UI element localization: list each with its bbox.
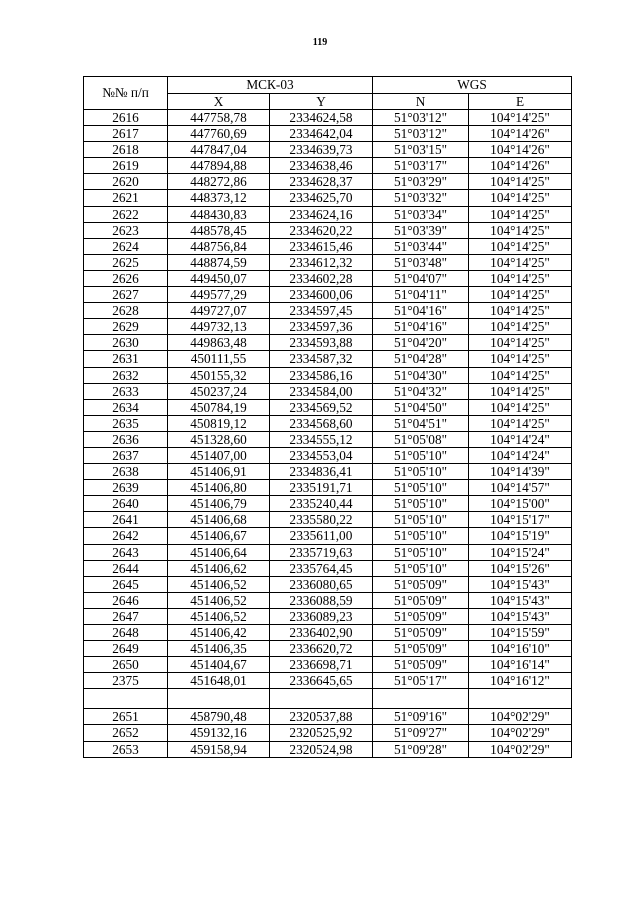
cell-point-number: 2653 [84, 741, 168, 757]
cell-n: 51°03'48" [373, 254, 469, 270]
cell-x: 451406,68 [168, 512, 270, 528]
cell-e: 104°15'17" [469, 512, 572, 528]
header-n: N [373, 93, 469, 110]
cell-n: 51°04'07" [373, 270, 469, 286]
cell-e: 104°02'29" [469, 709, 572, 725]
cell-x: 448874,59 [168, 254, 270, 270]
cell-n: 51°05'10" [373, 512, 469, 528]
table-row [84, 206, 572, 222]
table-row [84, 576, 572, 592]
cell-n: 51°03'17" [373, 158, 469, 174]
cell-n: 51°03'12" [373, 110, 469, 126]
cell-point-number: 2621 [84, 190, 168, 206]
table-row [84, 431, 572, 447]
table-row [84, 110, 572, 126]
cell-x: 450111,55 [168, 351, 270, 367]
cell-x: 451406,91 [168, 464, 270, 480]
header-point-number: №№ п/п [84, 77, 168, 110]
header-e: E [469, 93, 572, 110]
table-row [84, 367, 572, 383]
cell-point-number: 2647 [84, 608, 168, 624]
cell-y: 2334628,37 [270, 174, 373, 190]
cell-point-number: 2639 [84, 480, 168, 496]
cell-y: 2334612,32 [270, 254, 373, 270]
cell-y: 2336620,72 [270, 641, 373, 657]
table-row [84, 254, 572, 270]
cell-point-number: 2641 [84, 512, 168, 528]
table-row [84, 335, 572, 351]
table-row [84, 238, 572, 254]
table-row [84, 657, 572, 673]
cell-x: 448756,84 [168, 238, 270, 254]
table-row [84, 142, 572, 158]
cell-e: 104°15'26" [469, 560, 572, 576]
cell-x: 449732,13 [168, 319, 270, 335]
cell-x: 447758,78 [168, 110, 270, 126]
cell-n: 51°04'16" [373, 303, 469, 319]
header-wgs: WGS [373, 77, 572, 94]
cell-y: 2336645,65 [270, 673, 373, 689]
cell-n: 51°05'09" [373, 657, 469, 673]
cell-y: 2336402,90 [270, 625, 373, 641]
cell-n: 51°03'29" [373, 174, 469, 190]
cell-point-number: 2651 [84, 709, 168, 725]
cell-point-number: 2633 [84, 383, 168, 399]
cell-x: 447894,88 [168, 158, 270, 174]
cell-y: 2334642,04 [270, 126, 373, 142]
cell-x: 459132,16 [168, 725, 270, 741]
cell-n: 51°03'12" [373, 126, 469, 142]
table-row [84, 560, 572, 576]
cell-y: 2334600,06 [270, 287, 373, 303]
cell-y: 2336088,59 [270, 592, 373, 608]
cell-n: 51°03'32" [373, 190, 469, 206]
cell-n: 51°05'10" [373, 447, 469, 463]
cell-point-number: 2620 [84, 174, 168, 190]
cell-x: 449727,07 [168, 303, 270, 319]
cell-n: 51°03'34" [373, 206, 469, 222]
cell-e: 104°14'25" [469, 206, 572, 222]
cell-n: 51°05'09" [373, 592, 469, 608]
cell-e: 104°14'26" [469, 126, 572, 142]
table-row [84, 496, 572, 512]
cell-n: 51°05'09" [373, 576, 469, 592]
cell-n: 51°05'09" [373, 625, 469, 641]
table-row [84, 592, 572, 608]
cell-n: 51°04'51" [373, 415, 469, 431]
cell-point-number: 2645 [84, 576, 168, 592]
cell-n: 51°05'10" [373, 464, 469, 480]
cell-x: 451406,35 [168, 641, 270, 657]
cell-x: 448430,83 [168, 206, 270, 222]
page-number: 119 [312, 37, 328, 48]
cell-y: 2320537,88 [270, 709, 373, 725]
cell-x: 451328,60 [168, 431, 270, 447]
cell-point-number: 2616 [84, 110, 168, 126]
cell-n: 51°09'28" [373, 741, 469, 757]
cell-y: 2334593,88 [270, 335, 373, 351]
cell-n: 51°05'10" [373, 544, 469, 560]
cell-point-number: 2652 [84, 725, 168, 741]
cell-y: 2320524,98 [270, 741, 373, 757]
cell-e: 104°02'29" [469, 725, 572, 741]
cell-e: 104°14'39" [469, 464, 572, 480]
cell-e: 104°02'29" [469, 741, 572, 757]
cell-y: 2334624,58 [270, 110, 373, 126]
cell-n: 51°03'44" [373, 238, 469, 254]
cell-y: 2335719,63 [270, 544, 373, 560]
table-row [84, 725, 572, 741]
cell-y: 2334638,46 [270, 158, 373, 174]
cell-n: 51°05'09" [373, 608, 469, 624]
table-row [84, 126, 572, 142]
table-row [84, 174, 572, 190]
table-row [84, 399, 572, 415]
cell-x: 451406,52 [168, 608, 270, 624]
cell-e: 104°15'43" [469, 576, 572, 592]
header-x: X [168, 93, 270, 110]
cell-e: 104°14'25" [469, 319, 572, 335]
cell-y: 2334624,16 [270, 206, 373, 222]
cell-x: 451406,79 [168, 496, 270, 512]
cell-n: 51°05'10" [373, 496, 469, 512]
table-row [84, 512, 572, 528]
cell-x: 450819,12 [168, 415, 270, 431]
cell-y: 2334625,70 [270, 190, 373, 206]
cell-y: 2334597,45 [270, 303, 373, 319]
cell-n: 51°04'32" [373, 383, 469, 399]
cell-e: 104°14'24" [469, 447, 572, 463]
cell-point-number: 2617 [84, 126, 168, 142]
cell-y: 2335240,44 [270, 496, 373, 512]
cell-e: 104°14'25" [469, 303, 572, 319]
table-row [84, 673, 572, 689]
table-row [84, 222, 572, 238]
cell-e: 104°14'25" [469, 174, 572, 190]
cell-e: 104°15'59" [469, 625, 572, 641]
cell-x: 449450,07 [168, 270, 270, 286]
cell-e: 104°14'26" [469, 158, 572, 174]
cell-e: 104°14'25" [469, 335, 572, 351]
cell-point-number: 2622 [84, 206, 168, 222]
table-row [84, 287, 572, 303]
cell-y: 2334586,16 [270, 367, 373, 383]
table-row [84, 544, 572, 560]
cell-e: 104°16'10" [469, 641, 572, 657]
table-row [84, 190, 572, 206]
cell-x: 451406,52 [168, 576, 270, 592]
cell-point-number: 2375 [84, 673, 168, 689]
cell-x: 450237,24 [168, 383, 270, 399]
cell-e: 104°15'00" [469, 496, 572, 512]
cell-e: 104°16'14" [469, 657, 572, 673]
cell-point-number: 2637 [84, 447, 168, 463]
table-row [84, 303, 572, 319]
cell-x: 458790,48 [168, 709, 270, 725]
table-row [84, 641, 572, 657]
cell-x: 448272,86 [168, 174, 270, 190]
cell-e [469, 689, 572, 709]
header-y: Y [270, 93, 373, 110]
cell-x: 451407,00 [168, 447, 270, 463]
cell-x: 450155,32 [168, 367, 270, 383]
table-row [84, 709, 572, 725]
cell-e: 104°16'12" [469, 673, 572, 689]
cell-n: 51°04'11" [373, 287, 469, 303]
table-row [84, 158, 572, 174]
cell-x: 449863,48 [168, 335, 270, 351]
cell-y: 2334584,00 [270, 383, 373, 399]
cell-point-number: 2632 [84, 367, 168, 383]
cell-y: 2336089,23 [270, 608, 373, 624]
cell-e: 104°14'25" [469, 222, 572, 238]
cell-point-number: 2646 [84, 592, 168, 608]
cell-n: 51°04'28" [373, 351, 469, 367]
cell-n: 51°09'16" [373, 709, 469, 725]
cell-e: 104°14'25" [469, 415, 572, 431]
table-row [84, 741, 572, 757]
cell-y: 2335764,45 [270, 560, 373, 576]
table-row [84, 319, 572, 335]
cell-point-number: 2627 [84, 287, 168, 303]
cell-x: 450784,19 [168, 399, 270, 415]
cell-n: 51°03'15" [373, 142, 469, 158]
cell-point-number: 2650 [84, 657, 168, 673]
cell-n: 51°04'30" [373, 367, 469, 383]
cell-y: 2334555,12 [270, 431, 373, 447]
coordinates-table [83, 76, 572, 758]
header-msk: МСК-03 [168, 77, 373, 94]
cell-y: 2334553,04 [270, 447, 373, 463]
cell-y: 2334615,46 [270, 238, 373, 254]
cell-point-number: 2631 [84, 351, 168, 367]
cell-y: 2334569,52 [270, 399, 373, 415]
cell-point-number: 2643 [84, 544, 168, 560]
table-row [84, 464, 572, 480]
cell-y: 2336698,71 [270, 657, 373, 673]
cell-point-number: 2644 [84, 560, 168, 576]
table-row [84, 608, 572, 624]
cell-point-number [84, 689, 168, 709]
cell-point-number: 2624 [84, 238, 168, 254]
cell-y: 2334639,73 [270, 142, 373, 158]
cell-e: 104°14'25" [469, 399, 572, 415]
table-row [84, 351, 572, 367]
cell-point-number: 2642 [84, 528, 168, 544]
cell-e: 104°15'24" [469, 544, 572, 560]
table-row [84, 447, 572, 463]
cell-point-number: 2625 [84, 254, 168, 270]
cell-e: 104°14'25" [469, 351, 572, 367]
cell-point-number: 2619 [84, 158, 168, 174]
cell-y: 2334597,36 [270, 319, 373, 335]
cell-point-number: 2630 [84, 335, 168, 351]
cell-e: 104°15'19" [469, 528, 572, 544]
cell-point-number: 2649 [84, 641, 168, 657]
cell-x: 448373,12 [168, 190, 270, 206]
cell-x: 451406,42 [168, 625, 270, 641]
cell-x: 451406,67 [168, 528, 270, 544]
cell-e: 104°14'25" [469, 254, 572, 270]
cell-n: 51°05'09" [373, 641, 469, 657]
cell-y [270, 689, 373, 709]
cell-point-number: 2634 [84, 399, 168, 415]
cell-n: 51°04'50" [373, 399, 469, 415]
cell-n: 51°04'20" [373, 335, 469, 351]
cell-e: 104°14'25" [469, 238, 572, 254]
cell-x: 459158,94 [168, 741, 270, 757]
cell-e: 104°14'25" [469, 383, 572, 399]
cell-n: 51°09'27" [373, 725, 469, 741]
cell-point-number: 2618 [84, 142, 168, 158]
cell-y: 2334602,28 [270, 270, 373, 286]
table-row [84, 415, 572, 431]
cell-x: 451406,64 [168, 544, 270, 560]
cell-x: 447760,69 [168, 126, 270, 142]
cell-n: 51°04'16" [373, 319, 469, 335]
cell-x: 448578,45 [168, 222, 270, 238]
table-row [84, 528, 572, 544]
cell-y: 2336080,65 [270, 576, 373, 592]
cell-n: 51°05'10" [373, 560, 469, 576]
cell-e: 104°14'25" [469, 190, 572, 206]
table-header [84, 77, 572, 110]
cell-point-number: 2623 [84, 222, 168, 238]
cell-e: 104°14'26" [469, 142, 572, 158]
cell-e: 104°14'25" [469, 287, 572, 303]
cell-n: 51°05'10" [373, 528, 469, 544]
cell-n: 51°03'39" [373, 222, 469, 238]
cell-e: 104°14'24" [469, 431, 572, 447]
cell-e: 104°14'25" [469, 110, 572, 126]
table-row [84, 270, 572, 286]
cell-e: 104°15'43" [469, 608, 572, 624]
cell-e: 104°14'25" [469, 367, 572, 383]
cell-y: 2334568,60 [270, 415, 373, 431]
cell-e: 104°14'57" [469, 480, 572, 496]
cell-point-number: 2648 [84, 625, 168, 641]
cell-n [373, 689, 469, 709]
cell-y: 2334620,22 [270, 222, 373, 238]
table-row [84, 480, 572, 496]
cell-n: 51°05'08" [373, 431, 469, 447]
table-row [84, 383, 572, 399]
cell-y: 2335191,71 [270, 480, 373, 496]
cell-x: 451406,52 [168, 592, 270, 608]
cell-point-number: 2635 [84, 415, 168, 431]
cell-point-number: 2640 [84, 496, 168, 512]
cell-n: 51°05'10" [373, 480, 469, 496]
table-body [84, 110, 572, 758]
cell-x: 451406,80 [168, 480, 270, 496]
cell-point-number: 2628 [84, 303, 168, 319]
cell-point-number: 2626 [84, 270, 168, 286]
cell-x [168, 689, 270, 709]
cell-x: 449577,29 [168, 287, 270, 303]
table-row [84, 689, 572, 709]
cell-y: 2334587,32 [270, 351, 373, 367]
cell-x: 447847,04 [168, 142, 270, 158]
cell-e: 104°15'43" [469, 592, 572, 608]
cell-y: 2334836,41 [270, 464, 373, 480]
cell-y: 2320525,92 [270, 725, 373, 741]
cell-x: 451406,62 [168, 560, 270, 576]
cell-y: 2335580,22 [270, 512, 373, 528]
cell-e: 104°14'25" [469, 270, 572, 286]
cell-point-number: 2629 [84, 319, 168, 335]
table-row [84, 625, 572, 641]
cell-x: 451648,01 [168, 673, 270, 689]
cell-point-number: 2638 [84, 464, 168, 480]
cell-n: 51°05'17" [373, 673, 469, 689]
cell-y: 2335611,00 [270, 528, 373, 544]
cell-x: 451404,67 [168, 657, 270, 673]
cell-point-number: 2636 [84, 431, 168, 447]
